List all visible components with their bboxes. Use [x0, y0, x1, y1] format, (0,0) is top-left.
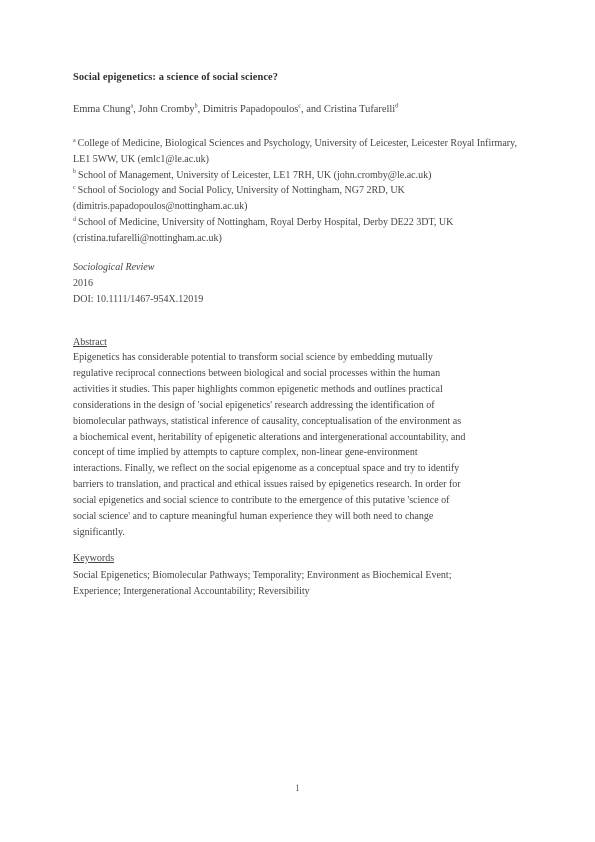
author-affiliation-marker: a — [130, 103, 134, 110]
author-name: Emma Chung — [73, 104, 131, 115]
abstract-line: a biochemical event, heritability of epigenetic alterations and intergenerational accountability, and — [73, 431, 466, 443]
author-separator: , — [133, 104, 139, 115]
abstract-line: regulative reciprocal connections between biological and social processes within the human — [73, 367, 441, 379]
keywords-heading: Keywords — [73, 553, 115, 564]
abstract-line: interactions. Finally, we reflect on the social epigenome as a conceptual space and try to identify — [73, 463, 460, 475]
journal-name: Sociological Review — [73, 262, 155, 273]
affiliation-text: College of Medicine, Biological Sciences and Psychology, University of Leicester, Leicester Royal Infirmary, LE1 5WW, UK (emlc1@le.ac.uk) — [73, 138, 517, 165]
author-name: John Cromby — [138, 104, 195, 115]
page-number: 1 — [295, 783, 300, 793]
abstract-line: Epigenetics has considerable potential to transform social science by embedding mutually — [73, 352, 433, 363]
paper-title: Social epigenetics: a science of social science? — [73, 72, 279, 83]
affiliation-item — [73, 215, 523, 247]
author-affiliation-marker: b — [194, 103, 198, 110]
abstract-line: concept of time implied by attempts to capture complex, non-linear gene-environment — [73, 447, 418, 459]
abstract-line: social epigenetics and social science to contribute to the emergence of this putative 'science of — [73, 495, 450, 507]
doi: DOI: 10.1111/1467-954X.12019 — [73, 293, 204, 305]
abstract-line: activities it studies. This paper highlights common epigenetic methods and outlines practical — [73, 383, 443, 395]
affiliation-text: School of Sociology and Social Policy, University of Nottingham, NG7 2RD, UK (dimitris.papadopoulos@nottingham.ac.uk) — [73, 185, 405, 213]
author-affiliation-marker: c — [298, 103, 302, 110]
affiliation-marker: c — [73, 185, 76, 192]
publication-year: 2016 — [73, 277, 93, 289]
abstract-body — [73, 350, 523, 541]
abstract-line: significantly. — [73, 526, 125, 538]
affiliation-text: School of Medicine, University of Nottingham, Royal Derby Hospital, Derby DE22 3DT, UK (cristina.tufarelli@nottingham.ac.uk) — [73, 216, 454, 244]
affiliation-item — [73, 136, 523, 168]
abstract-line: considerations in the design of 'social epigenetics' research addressing the identification of — [73, 399, 435, 411]
abstract-line: biomolecular pathways, statistical inference of causality, conceptualisation of the environment as — [73, 415, 462, 427]
author-name: Dimitris Papadopoulos — [202, 104, 299, 115]
affiliation-item — [73, 168, 523, 184]
abstract-line: barriers to translation, and practical and ethical issues raised by epigenetics research. In order for — [73, 479, 461, 491]
affiliation-text: School of Management, University of Leicester, LE1 7RH, UK (john.cromby@le.ac.uk) — [78, 169, 432, 181]
keywords-line: Social Epigenetics; Biomolecular Pathways; Temporality; Environment as Biochemical Event; — [73, 570, 452, 581]
author-separator: , — [197, 104, 203, 115]
keywords-body — [73, 568, 523, 600]
keywords-line: Experience; Intergenerational Accountability; Reversibility — [73, 585, 310, 597]
author-list — [73, 104, 523, 115]
affiliation-list — [73, 136, 523, 247]
author-separator: , and — [301, 104, 324, 115]
abstract-heading: Abstract — [73, 337, 107, 348]
affiliation-item — [73, 183, 523, 215]
author-name: Cristina Tufarelli — [323, 104, 396, 115]
affiliation-marker: b — [73, 169, 76, 176]
affiliation-marker: a — [73, 137, 76, 144]
affiliation-marker: d — [73, 216, 76, 223]
author-affiliation-marker: d — [395, 103, 399, 110]
publication-info — [73, 260, 523, 307]
abstract-line: social science' and to capture meaningful human experience they will both need to change — [73, 511, 434, 523]
